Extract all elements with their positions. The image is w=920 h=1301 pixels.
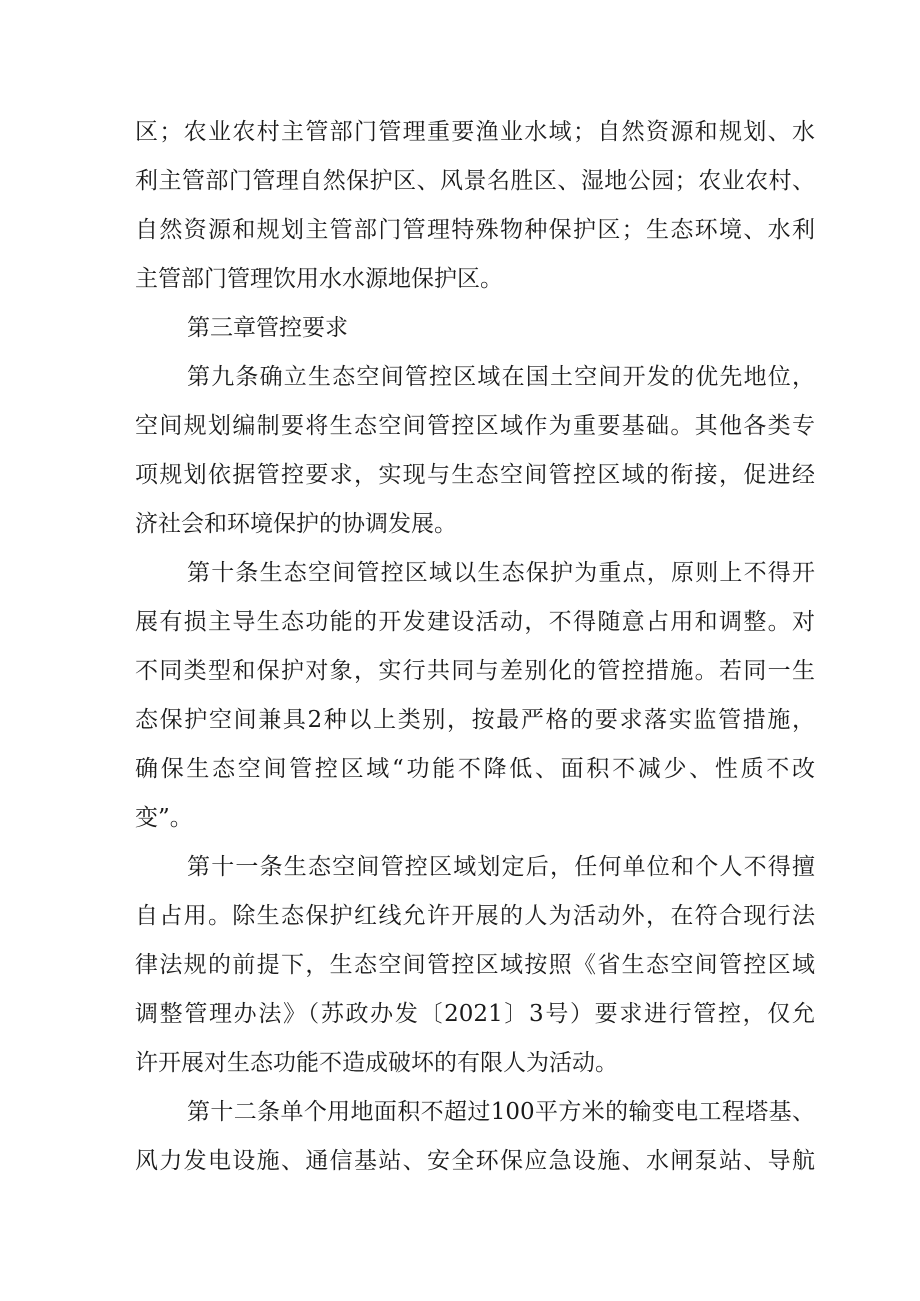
article-9-line: 第九条确立生态空间管控区域在国土空间开发的优先地位， xyxy=(187,364,815,390)
article-10-line: 不同类型和保护对象，实行共同与差别化的管控措施。若同一生 xyxy=(135,658,815,684)
chapter-heading: 第三章管控要求 xyxy=(187,315,348,341)
article-11-line: 自占用。除生态保护红线允许开展的人为活动外，在符合现行法 xyxy=(135,903,815,929)
article-10-line: 变”。 xyxy=(135,805,193,831)
article-11-line: 调整管理办法》（苏政办发〔2021〕3号）要求进行管控，仅允 xyxy=(135,1001,815,1027)
text-line: 自然资源和规划主管部门管理特殊物种保护区；生态环境、水利 xyxy=(135,217,815,243)
article-12-line: 第十二条单个用地面积不超过100平方米的输变电工程塔基、 xyxy=(187,1099,815,1125)
text-line: 区；农业农村主管部门管理重要渔业水域；自然资源和规划、水 xyxy=(135,119,815,145)
article-9-line: 济社会和环境保护的协调发展。 xyxy=(135,511,457,537)
article-10-line: 展有损主导生态功能的开发建设活动，不得随意占用和调整。对 xyxy=(135,609,815,635)
article-9-line: 空间规划编制要将生态空间管控区域作为重要基础。其他各类专 xyxy=(135,413,815,439)
article-12-line: 风力发电设施、通信基站、安全环保应急设施、水闸泵站、导航 xyxy=(135,1148,815,1174)
article-11-line: 律法规的前提下，生态空间管控区域按照《省生态空间管控区域 xyxy=(135,952,815,978)
article-11-line: 许开展对生态功能不造成破坏的有限人为活动。 xyxy=(135,1050,618,1076)
text-line: 主管部门管理饮用水水源地保护区。 xyxy=(135,266,503,292)
article-11-line: 第十一条生态空间管控区域划定后，任何单位和个人不得擅 xyxy=(187,854,815,880)
text-line: 利主管部门管理自然保护区、风景名胜区、湿地公园；农业农村、 xyxy=(135,168,815,194)
article-10-line: 态保护空间兼具2种以上类别，按最严格的要求落实监管措施， xyxy=(135,707,815,733)
article-10-line: 第十条生态空间管控区域以生态保护为重点，原则上不得开 xyxy=(187,560,815,586)
article-9-line: 项规划依据管控要求，实现与生态空间管控区域的衔接，促进经 xyxy=(135,462,815,488)
article-10-line: 确保生态空间管控区域“功能不降低、面积不减少、性质不改 xyxy=(135,756,815,782)
